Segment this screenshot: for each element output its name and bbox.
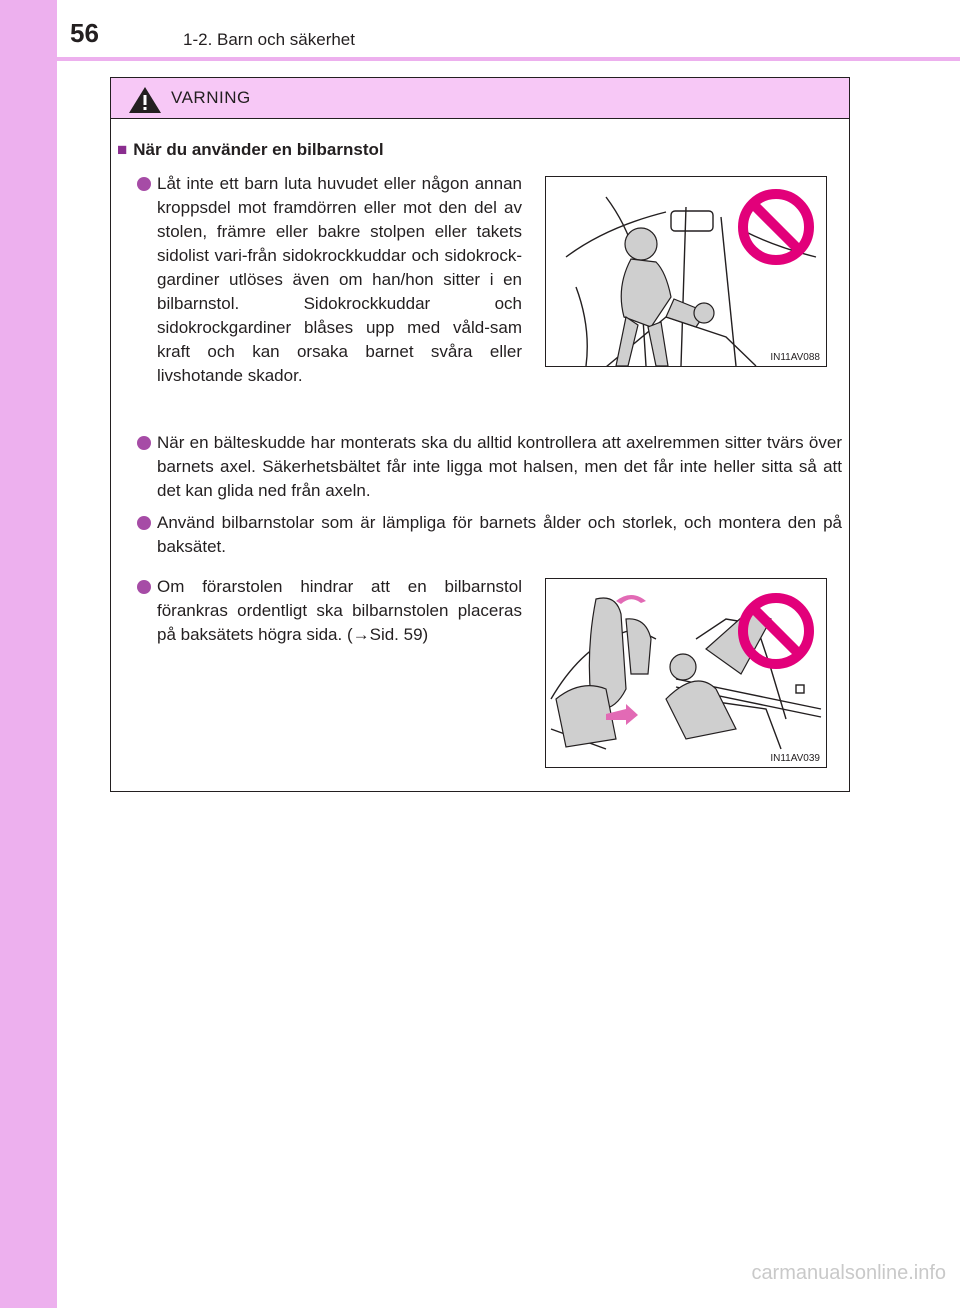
bullet-dot: [137, 177, 151, 191]
figure-seat-obstruction: [545, 578, 827, 768]
header-title: 1-2. Barn och säkerhet: [183, 30, 355, 49]
warning-header: [111, 78, 849, 119]
bullet-text: Om förarstolen hindrar att en bilbarnstol förankras ordentligt ska bilbarnstolen placeras på baksätets högra sida. (→Sid. 59): [157, 577, 522, 644]
watermark: carmanualsonline.info: [751, 1262, 946, 1284]
header-rule: [57, 57, 960, 61]
bullet-text: Använd bilbarnstolar som är lämpliga för barnets ålder och storlek, och montera den på baksätet.: [157, 513, 842, 556]
bullet-dot: [137, 580, 151, 594]
child-seat-illustration: [546, 177, 826, 366]
bullet-text: När en bälteskudde har monterats ska du alltid kontrollera att axelremmen sitter tvärs över barnets axel. Säkerhetsbältet får inte ligga mot halsen, men det får inte heller sitta så att det kan glida ned från axeln.: [157, 433, 842, 500]
page-number: 56: [70, 18, 99, 48]
prohibition-icon: [743, 194, 809, 260]
warning-triangle-icon: [127, 85, 163, 115]
section-title: [117, 140, 384, 160]
bullet-dot: [137, 516, 151, 530]
chapter-sidebar: [0, 0, 57, 1308]
section-marker: ■: [117, 140, 128, 159]
section-title-text: När du använder en bilbarnstol: [133, 140, 384, 159]
bullet-text: Låt inte ett barn luta huvudet eller någon annan kroppsdel mot framdörren eller mot den del av stolen, främre eller bakre stolpen eller takets sidolist vari-från sidokrockkuddar och sidokrock-gardiner utlöses även om han/hon sitter i en bilbarnstol. Sidokrockkuddar och sidokrockgardiner blåses upp med våld-sam kraft och kan orsaka barnet svåra eller livshotande skador.: [157, 174, 522, 385]
seat-obstruction-illustration: [546, 579, 826, 767]
figure-code: IN11AV039: [770, 753, 820, 764]
bullet-dot: [137, 436, 151, 450]
figure-code: IN11AV088: [770, 352, 820, 363]
warning-label: VARNING: [171, 88, 251, 107]
figure-child-leaning-door: [545, 176, 827, 367]
